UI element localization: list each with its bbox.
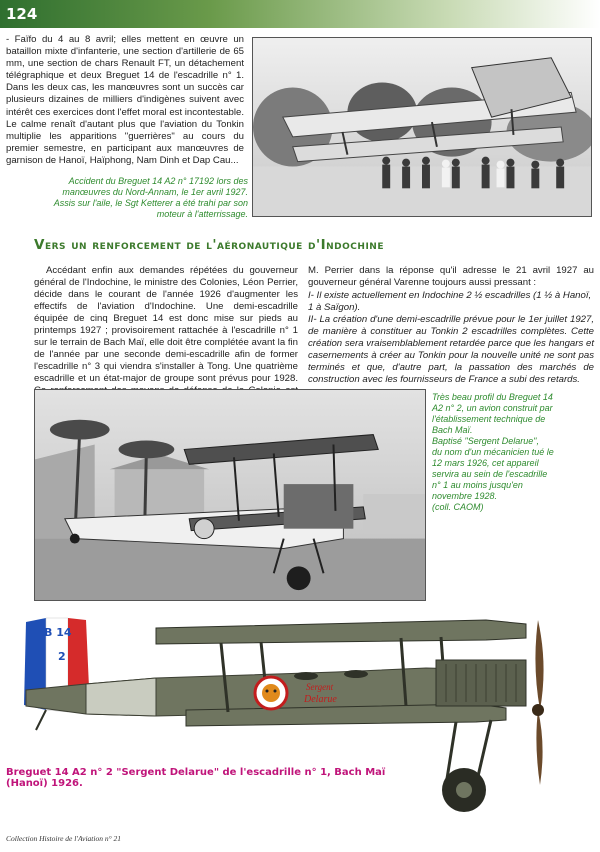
breguet-caption-line-9: n° 1 au moins jusqu'en (432, 480, 523, 490)
breguet-caption-line-1: Très beau profil du Breguet 14 (432, 392, 553, 402)
aircraft-profile-illustration (6, 610, 594, 835)
breguet-caption-line-2: A2 n° 2, un avion construit par (432, 403, 553, 413)
intro-paragraph: - Faïfo du 4 au 8 avril; elles mettent en œuvre un bataillon mixte d'infanterie, une section d'artillerie de 65 mm, une section de chars Renault FT, un détachement télégraphique et deux Breguet 14 de l'escadrille n° 1. Dans les deux cas, les manœuvres sont un succès car plusieurs dizaines de milliers d'indigènes suivent avec intérêt ces exercices dont l'effet moral est incontestable. Le calme renaît d'autant plus que l'aviation du Tonkin multiplie les apparitions "guerrières" au cours du premier semestre, en participant aux manœuvres de garnison de Hanoï, Haïphong, Nam Dinh et Dap Cau... (6, 34, 244, 166)
breguet-caption-line-5: Baptisé "Sergent Delarue", (432, 436, 539, 446)
article-left-column: Accédant enfin aux demandes répétées du gouverneur général de l'Indochine, le ministre des Colonies, Léon Perrier, décide dans le courant de l'année 1926 d'augmenter les effectifs de l'aviation d'Indochine. Une demi-escadrille équipée de cinq Breguet 14 est donc mise sur pieds au printemps 1927 ; provisoirement rattachée à l'escadrille n° 1 sur le terrain de Bach Maï, elle doit être complétée avant la fin de l'année par une seconde demi-escadrille afin de former l'escadrille n° 3 qui viendra s'installer à Tong. Une quatrième escadrille et un état-major de groupe sont prévus pour 1928. (34, 265, 298, 384)
crash-caption-line-2: manœuvres du Nord-Annam, le 1er avril 1927. (62, 187, 248, 197)
fuselage-code: B 14 (44, 626, 72, 639)
article-right-intro: M. Perrier dans la réponse qu'il adresse le 21 avril 1927 au gouverneur général Varenne toujours aussi pressant : (308, 265, 594, 288)
fuselage-number: 2 (58, 650, 66, 663)
crash-photo (252, 37, 592, 217)
crash-caption-line-4: moteur à l'atterrissage. (156, 209, 248, 219)
crash-caption-line-3: Assis sur l'aile, le Sgt Ketterer a été trahi par son (53, 198, 248, 208)
article-quote-2: II- La création d'une demi-escadrille prévue pour le 1er juillet 1927, de manière à constituer au Tonkin 2 escadrilles complètes. Cette création sera vraisemblablement retardée parce que les hangars et casernements à créer au Tonkin pour la nouvelle unité ne sont pas terminés et que, d'autre part, la passation des marchés de construction avec les fournisseurs de France a subi des retards. (308, 314, 594, 385)
breguet-caption-line-6: du nom d'un mécanicien tué le (432, 447, 554, 457)
breguet-caption-line-3: l'établissement technique de (432, 414, 546, 424)
header-bar (0, 0, 600, 28)
footer-collection-title: Collection Histoire de l'Aviation n° 21 (6, 834, 121, 843)
breguet-caption-line-7: 12 mars 1926, cet appareil (432, 458, 539, 468)
breguet-caption-line-10: novembre 1928. (432, 491, 498, 501)
breguet-photo-caption (432, 392, 594, 513)
article-quote-1: I- Il existe actuellement en Indochine 2 ½ escadrilles (1 ½ à Hanoï, 1 à Saïgon). (308, 290, 592, 313)
breguet-photo (34, 389, 426, 601)
page-number: 124 (6, 5, 38, 23)
profile-caption: Breguet 14 A2 n° 2 "Sergent Delarue" de l'escadrille n° 1, Bach Maï (Hanoï) 1926. (6, 767, 386, 789)
section-title: Vers un renforcement de l'aéronautique d'Indochine (34, 237, 384, 253)
breguet-caption-line-8: servira au sein de l'escadrille (432, 469, 548, 479)
aircraft-name-line-2: Delarue (304, 694, 337, 705)
breguet-caption-line-11: (coll. CAOM) (432, 502, 484, 512)
crash-caption-line-1: Accident du Breguet 14 A2 n° 17192 lors des (68, 176, 248, 186)
aircraft-name-line-1: Sergent (306, 682, 334, 692)
breguet-caption-line-4: Bach Maï. (432, 425, 473, 435)
